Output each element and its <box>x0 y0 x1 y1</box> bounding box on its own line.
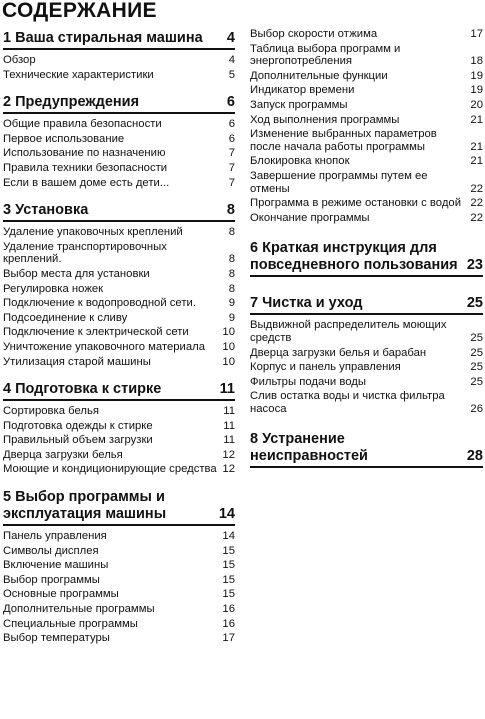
toc-entry-page: 21 <box>470 140 483 153</box>
section-heading[interactable] <box>250 240 483 277</box>
toc-entry-title: Подсоединение к сливу <box>3 311 128 324</box>
toc-entry-title: Выбор программы <box>3 573 100 586</box>
toc-entry-title: Моющие и кондиционирующие средства <box>3 463 217 476</box>
spacer <box>3 191 235 202</box>
toc-section-1 <box>3 30 235 81</box>
toc-entry-page: 15 <box>222 588 235 601</box>
toc-section-7 <box>250 295 483 415</box>
toc-entry-page: 10 <box>222 355 235 368</box>
toc-entry-title: Использование по назначению <box>3 147 166 160</box>
toc-entry[interactable] <box>250 347 483 360</box>
toc-entry[interactable] <box>250 43 483 68</box>
toc-entry-page: 15 <box>222 544 235 557</box>
toc-entry-page: 5 <box>228 68 235 81</box>
toc-entry-page: 26 <box>470 402 483 415</box>
section-heading[interactable] <box>3 381 235 401</box>
toc-entry[interactable] <box>3 574 235 587</box>
toc-entry-page: 18 <box>470 55 483 68</box>
toc-entry-page: 4 <box>228 54 235 66</box>
toc-entry-title: Правильный объем загрузки <box>3 434 153 447</box>
toc-entry[interactable] <box>3 297 235 310</box>
toc-right-column <box>250 28 483 472</box>
toc-entry-title: Корпус и панель управления <box>250 361 401 374</box>
toc-entry[interactable] <box>3 420 235 433</box>
toc-entry-page: 9 <box>228 297 235 310</box>
toc-entry-title: Выбор места для установки <box>3 267 150 280</box>
toc-entry-page: 6 <box>228 132 235 145</box>
toc-entry-title: Программа в режиме остановки с водой <box>250 197 462 210</box>
spacer <box>3 478 235 489</box>
toc-entry-page: 25 <box>470 361 483 374</box>
section-page: 25 <box>466 295 483 312</box>
toc-entry-page: 7 <box>228 147 235 160</box>
toc-entry-page: 7 <box>228 176 235 189</box>
toc-entry-title: Ход выполнения программы <box>250 113 400 126</box>
toc-entry-page: 25 <box>470 346 483 359</box>
toc-entry-page: 8 <box>228 282 235 295</box>
toc-entry-page: 12 <box>222 463 235 476</box>
toc-entry-title: Выдвижной распределитель моющих средств <box>250 319 447 344</box>
toc-entry-title: Дверца загрузки белья и барабан <box>250 346 427 359</box>
toc-entry-page: 14 <box>222 530 235 543</box>
toc-entry-page: 15 <box>222 573 235 586</box>
toc-entry[interactable] <box>3 530 235 543</box>
toc-entry-title: Сортировка белья <box>3 405 99 418</box>
section-heading[interactable] <box>3 202 235 222</box>
toc-entry-page: 19 <box>470 69 483 82</box>
toc-entry-page: 11 <box>223 434 235 447</box>
toc-entry-title: Специальные программы <box>3 617 138 630</box>
toc-entry-page: 16 <box>222 603 235 616</box>
toc-entry-title: Регулировка ножек <box>3 282 104 295</box>
toc-entry[interactable] <box>3 449 235 462</box>
section-title: 7 Чистка и уход <box>250 295 363 312</box>
toc-entry[interactable] <box>250 212 483 225</box>
toc-entry-title: Подготовка одежды к стирке <box>3 419 153 432</box>
toc-entry-page: 25 <box>470 331 483 344</box>
toc-entry-title: Общие правила безопасности <box>3 118 162 131</box>
spacer <box>250 417 483 431</box>
toc-entry[interactable] <box>3 545 235 558</box>
toc-entry-title: Символы дисплея <box>3 544 99 557</box>
toc-entry-title: Слив остатка воды и чистка фильтра насоса <box>250 390 445 415</box>
toc-section-2 <box>3 94 235 189</box>
toc-entry-title: Если в вашем доме есть дети... <box>3 176 170 189</box>
toc-entry[interactable] <box>3 226 235 239</box>
toc-entry[interactable] <box>250 70 483 83</box>
toc-entry[interactable] <box>250 99 483 112</box>
toc-entry-title: Первое использование <box>3 132 125 145</box>
toc-entry[interactable] <box>250 390 483 415</box>
section-title: 4 Подготовка к стирке <box>3 381 162 398</box>
toc-entry[interactable] <box>3 559 235 572</box>
section-page: 8 <box>226 202 235 219</box>
toc-entry[interactable] <box>250 155 483 168</box>
toc-entry-title: Таблица выбора программ и энергопотребления <box>250 42 401 68</box>
toc-entry-title: Включение машины <box>3 559 109 572</box>
toc-entry-title: Окончание программы <box>250 211 370 224</box>
toc-entry-page: 19 <box>470 84 483 97</box>
toc-entry-page: 22 <box>470 197 483 210</box>
toc-entry-title: Индикатор времени <box>250 84 355 97</box>
section-heading[interactable] <box>250 295 483 315</box>
toc-entry-page: 10 <box>222 326 235 339</box>
toc-section-6 <box>250 240 483 277</box>
section-title: 5 Выбор программы и эксплуатация машины <box>3 489 167 523</box>
section-page: 6 <box>226 94 235 111</box>
toc-entry-page: 20 <box>470 98 483 111</box>
toc-entry-page: 8 <box>228 253 235 266</box>
toc-entry[interactable] <box>3 54 235 67</box>
section-page: 14 <box>218 506 235 523</box>
spacer <box>3 83 235 94</box>
section-heading[interactable] <box>3 30 235 50</box>
spacer <box>250 281 483 295</box>
toc-entry-title: Запуск программы <box>250 98 348 111</box>
toc-entry[interactable] <box>3 341 235 354</box>
toc-entry-title: Правила техники безопасности <box>3 161 168 174</box>
toc-entry[interactable] <box>250 114 483 127</box>
toc-entry-page: 8 <box>228 226 235 239</box>
section-title: 6 Краткая инструкция для повседневного пользования <box>250 240 458 274</box>
toc-entry-title: Утилизация старой машины <box>3 355 151 368</box>
toc-entry-title: Панель управления <box>3 530 107 543</box>
toc-entry-page: 22 <box>470 182 483 195</box>
toc-entry-title: Дополнительные функции <box>250 69 388 82</box>
toc-entry[interactable] <box>250 361 483 374</box>
toc-entry-page: 12 <box>222 448 235 461</box>
toc-entry-title: Удаление транспортировочных креплений. <box>3 240 167 266</box>
toc-entry-page: 17 <box>222 632 235 645</box>
toc-entry-page: 21 <box>470 155 483 168</box>
toc-entry[interactable] <box>250 128 483 153</box>
toc-entry[interactable] <box>3 632 235 645</box>
toc-entry-page: 9 <box>228 311 235 324</box>
toc-entry[interactable] <box>3 618 235 631</box>
toc-entry[interactable] <box>3 603 235 616</box>
toc-entry[interactable] <box>250 170 483 195</box>
toc-entry-title: Выбор температуры <box>3 632 110 645</box>
toc-entry[interactable] <box>3 177 235 190</box>
toc-entry-title: Блокировка кнопок <box>250 155 350 168</box>
toc-section-3 <box>3 202 235 368</box>
toc-entry[interactable] <box>3 405 235 418</box>
section-title: 2 Предупреждения <box>3 94 140 111</box>
section-page: 4 <box>226 30 235 46</box>
toc-entry[interactable] <box>3 147 235 160</box>
toc-entry[interactable] <box>3 588 235 601</box>
toc-entry[interactable] <box>3 312 235 325</box>
section-page: 23 <box>466 257 483 274</box>
section-page: 28 <box>466 448 483 465</box>
toc-entry-page: 22 <box>470 211 483 224</box>
section-title: 8 Устранение неисправностей <box>250 431 368 465</box>
toc-entry-title: Выбор скорости отжима <box>250 28 378 40</box>
toc-entry-page: 25 <box>470 375 483 388</box>
toc-entry-title: Подключение к электрической сети <box>3 326 189 339</box>
toc-entry[interactable] <box>3 434 235 447</box>
section-page: 11 <box>219 381 235 398</box>
toc-entry[interactable] <box>250 197 483 210</box>
toc-left-column <box>3 30 235 647</box>
toc-entry-title: Обзор <box>3 54 36 66</box>
section-heading[interactable] <box>250 431 483 468</box>
toc-entry-page: 7 <box>228 161 235 174</box>
toc-entry-page: 16 <box>222 617 235 630</box>
toc-entry-page: 10 <box>222 340 235 353</box>
toc-entry-page: 6 <box>228 118 235 131</box>
toc-entry[interactable] <box>3 283 235 296</box>
toc-entry-page: 11 <box>223 419 235 432</box>
toc-section-8 <box>250 431 483 468</box>
toc-entry[interactable] <box>3 268 235 281</box>
toc-entry-title: Уничтожение упаковочного материала <box>3 340 206 353</box>
toc-entry[interactable] <box>3 356 235 369</box>
toc-entry-title: Технические характеристики <box>3 68 154 81</box>
toc-section-4 <box>3 381 235 476</box>
toc-entry-page: 21 <box>470 113 483 126</box>
toc-entry-title: Основные программы <box>3 588 119 601</box>
toc-entry[interactable] <box>3 241 235 266</box>
toc-entry-page: 11 <box>223 405 235 418</box>
toc-entry-title: Подключение к водопроводной сети. <box>3 297 196 310</box>
toc-entry-title: Дополнительные программы <box>3 603 155 616</box>
toc-entry-title: Удаление упаковочных креплений <box>3 226 183 239</box>
section-heading[interactable] <box>3 94 235 114</box>
toc-entry[interactable] <box>250 376 483 389</box>
spacer <box>3 370 235 381</box>
toc-entry-page: 8 <box>228 267 235 280</box>
section-title: 1 Ваша стиральная машина <box>3 30 203 46</box>
toc-entry[interactable] <box>3 326 235 339</box>
toc-entry-page: 15 <box>222 559 235 572</box>
toc-section-5 <box>3 489 235 645</box>
toc-entry[interactable] <box>250 319 483 344</box>
toc-entry-title: Завершение программы путем ее отмены <box>250 169 428 195</box>
spacer <box>250 226 483 240</box>
toc-entry[interactable] <box>250 28 483 41</box>
section-title: 3 Установка <box>3 202 89 219</box>
toc-entry-title: Дверца загрузки белья <box>3 448 123 461</box>
toc-entry-page: 17 <box>470 28 483 40</box>
page-title: СОДЕРЖАНИЕ <box>2 0 157 22</box>
toc-entry[interactable] <box>3 133 235 146</box>
toc-entry-title: Изменение выбранных параметров после начала работы программы <box>250 128 437 153</box>
toc-entry[interactable] <box>3 118 235 131</box>
toc-entry[interactable] <box>3 69 235 82</box>
toc-entry[interactable] <box>250 84 483 97</box>
toc-entry[interactable] <box>3 463 235 476</box>
section-heading[interactable] <box>3 489 235 526</box>
toc-entry[interactable] <box>3 162 235 175</box>
toc-entry-title: Фильтры подачи воды <box>250 375 366 388</box>
